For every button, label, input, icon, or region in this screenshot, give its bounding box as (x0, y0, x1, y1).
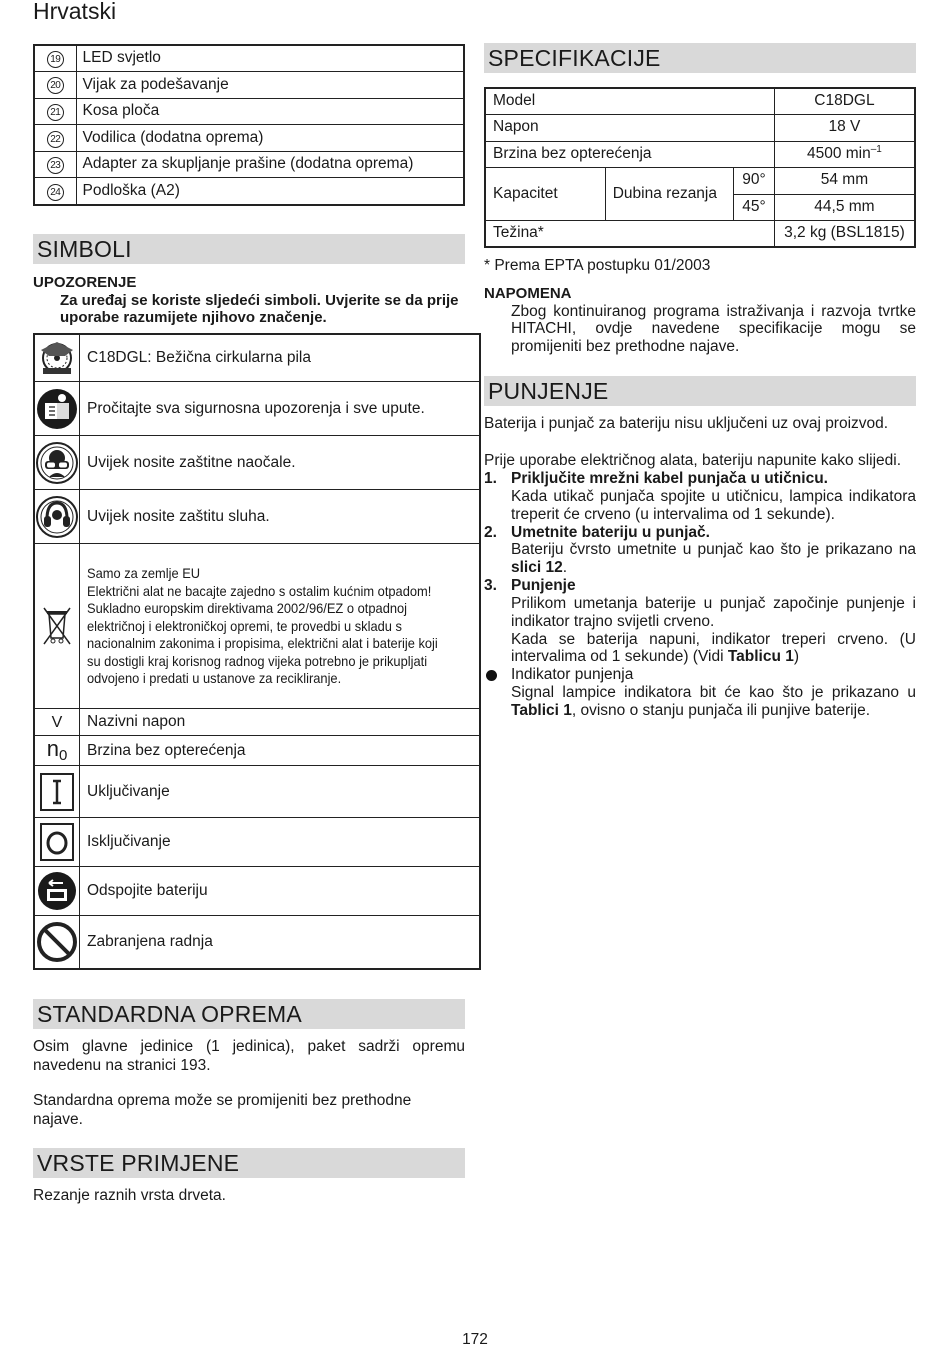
step-text-end: . (562, 559, 568, 577)
table-row (34, 544, 480, 709)
part-label: Podloška (A2) (76, 178, 464, 205)
spec-label: Kapacitet (485, 168, 605, 221)
part-label: Vodilica (dodatna oprema) (76, 125, 464, 152)
step-text: Kada utikač punjača spojite u utičnicu, lampica indikatora treperit će crveno (u intervalima od 1 sekunde). (511, 488, 916, 523)
table-row (34, 490, 480, 544)
vrste-paragraph: Rezanje raznih vrsta drveta. (33, 1187, 226, 1205)
bullet-text-end: , ovisno o stanju punjača ili punjive baterije. (571, 701, 871, 719)
step-text-bold: Tablicu 1 (727, 648, 794, 666)
part-number: 23 (47, 157, 64, 174)
left-column (33, 44, 465, 1206)
spec-value: 44,5 mm (774, 194, 915, 221)
table-row (34, 45, 464, 72)
part-number: 24 (47, 184, 64, 201)
table-row (34, 98, 464, 125)
step-text-end: ) (793, 648, 800, 666)
spec-angle: 90° (734, 168, 775, 195)
switch-on-icon (35, 773, 79, 811)
symbol-label: Odspojite bateriju (80, 867, 481, 916)
step-text-bold: slici 12 (511, 559, 563, 577)
part-label: Kosa ploča (76, 98, 464, 125)
bullet-icon (486, 670, 497, 681)
bullet-title: Indikator punjenja (511, 666, 634, 684)
table-row (485, 115, 915, 142)
table-row (34, 916, 480, 969)
no-load-speed-subscript: 0 (58, 747, 68, 765)
spec-footnote: * Prema EPTA postupku 01/2003 (484, 257, 711, 274)
spec-label: Dubina rezanja (605, 168, 733, 221)
spec-value: 18 V (774, 115, 915, 142)
step-text: Kada se baterija napuni, indikator treperi crveno. (U intervalima od 1 sekunde) (Vidi (511, 630, 916, 666)
table-row (34, 72, 464, 99)
page-language-title: Hrvatski (33, 0, 117, 24)
table-row (34, 178, 464, 205)
spec-value: 3,2 kg (BSL1815) (774, 221, 915, 248)
spec-value: C18DGL (774, 88, 915, 115)
parts-list-table (33, 44, 465, 206)
table-row (34, 867, 480, 916)
safety-glasses-icon (35, 441, 79, 485)
prohibited-icon (35, 920, 79, 964)
step-title: Punjenje (511, 577, 576, 595)
vrste-primjene-heading: VRSTE PRIMJENE (33, 1148, 465, 1178)
table-row (34, 736, 480, 766)
punjenje-heading: PUNJENJE (484, 376, 916, 406)
volt-symbol: V (34, 709, 80, 736)
list-item (484, 470, 916, 523)
specifikacije-heading: SPECIFIKACIJE (484, 43, 916, 73)
weee-bin-icon (35, 604, 79, 648)
table-row (34, 709, 480, 736)
spec-value: 54 mm (774, 168, 915, 195)
table-row (34, 382, 480, 436)
spec-value-exponent: –1 (870, 144, 882, 156)
spec-angle: 45° (734, 194, 775, 221)
table-row (34, 766, 480, 818)
no-load-speed-symbol: n (46, 736, 59, 762)
step-text: Bateriju čvrsto umetnite u punjač kao što je prikazano na (511, 541, 916, 559)
symbol-label: Uvijek nosite zaštitu sluha. (80, 490, 481, 544)
spec-label: Težina* (485, 221, 774, 248)
table-row (485, 168, 915, 195)
part-number: 21 (47, 104, 64, 121)
charging-steps (484, 470, 916, 719)
step-number: 3. (484, 577, 497, 595)
bullet-text-bold: Tablici 1 (511, 701, 572, 719)
part-number: 19 (47, 51, 64, 68)
list-item (484, 666, 916, 719)
napomena-text: Zbog kontinuiranog programa istraživanja i razvoja tvrtke HITACHI, ovdje navedene specifikacije mogu se promijeniti bez prethodne najave. (511, 302, 916, 356)
step-text: Prilikom umetanja baterije u punjač započinje punjenje i indikator trajno svijetli crveno. (511, 594, 916, 630)
symbol-label: Nazivni napon (80, 709, 481, 736)
table-row (485, 221, 915, 248)
part-number: 22 (47, 131, 64, 148)
part-label: LED svjetlo (76, 45, 464, 72)
read-manual-icon (35, 387, 79, 431)
symbol-label: Uključivanje (80, 766, 481, 818)
symbol-label: Zabranjena radnja (80, 916, 481, 969)
symbol-label-weee: Samo za zemlje EU Električni alat ne bacajte zajedno s ostalim kućnim otpadom! Sukladno europskim direktivama 2002/96/EZ o otpadnoj električnoj i elektroničkoj opremi, te provedbi u skladu s nacionalnim zakonima i propisima, električni alat i baterije koji su dostigli kraj korisnog radnog vijeka potrebno je prikupljati odvojeno i predati u ustanove za recikliranje. (87, 565, 438, 687)
symbols-table (33, 333, 481, 970)
standardna-oprema-heading: STANDARDNA OPREMA (33, 999, 465, 1029)
step-number: 2. (484, 523, 497, 541)
symbol-label: Brzina bez opterećenja (80, 736, 481, 766)
spec-value: 4500 min (806, 145, 871, 163)
standardna-paragraph-2: Standardna oprema može se promijeniti bez prethodne najave. (33, 1092, 412, 1128)
standardna-paragraph-1: Osim glavne jedinice (1 jedinica), paket sadrži opremu navedenu na stranici 193. (33, 1037, 465, 1074)
spec-label: Brzina bez opterećenja (485, 141, 774, 168)
table-row (34, 151, 464, 178)
table-row (34, 818, 480, 867)
part-number: 20 (47, 77, 64, 94)
part-label: Adapter za skupljanje prašine (dodatna oprema) (76, 151, 464, 178)
napomena-title: NAPOMENA (484, 284, 572, 302)
symbol-label: Isključivanje (80, 818, 481, 867)
punjenje-lead: Prije uporabe električnog alata, bateriju napunite kako slijedi. (484, 451, 902, 469)
simboli-heading: SIMBOLI (33, 234, 465, 264)
table-row (485, 141, 915, 168)
warning-text: Za uređaj se koriste sljedeći simboli. Uvjerite se da prije uporabe razumijete njihovo značenje. (60, 291, 459, 327)
table-row (485, 88, 915, 115)
switch-off-icon (35, 823, 79, 861)
symbol-label: Pročitajte sva sigurnosna upozorenja i sve upute. (80, 382, 481, 436)
symbol-label: Uvijek nosite zaštitne naočale. (80, 436, 481, 490)
specifications-table (484, 87, 916, 248)
step-number: 1. (484, 470, 497, 488)
spec-label: Napon (485, 115, 774, 142)
step-title: Priključite mrežni kabel punjača u utičnicu. (511, 470, 828, 488)
symbol-label: C18DGL: Bežična cirkularna pila (80, 334, 481, 382)
page-number: 172 (462, 1331, 488, 1348)
table-row (34, 334, 480, 382)
warning-title: UPOZORENJE (33, 273, 137, 291)
ear-protection-icon (35, 495, 79, 539)
list-item (484, 577, 916, 666)
table-row (34, 125, 464, 152)
bullet-text: Signal lampice indikatora bit će kao što je prikazano u (511, 683, 916, 701)
disconnect-battery-icon (35, 871, 79, 911)
spec-label: Model (485, 88, 774, 115)
punjenje-intro: Baterija i punjač za bateriju nisu uključeni uz ovaj proizvod. (484, 415, 889, 433)
table-row (34, 436, 480, 490)
right-column (484, 43, 916, 720)
list-item (484, 524, 916, 577)
step-title: Umetnite bateriju u punjač. (511, 523, 710, 541)
circular-saw-icon (35, 338, 79, 378)
part-label: Vijak za podešavanje (76, 72, 464, 99)
